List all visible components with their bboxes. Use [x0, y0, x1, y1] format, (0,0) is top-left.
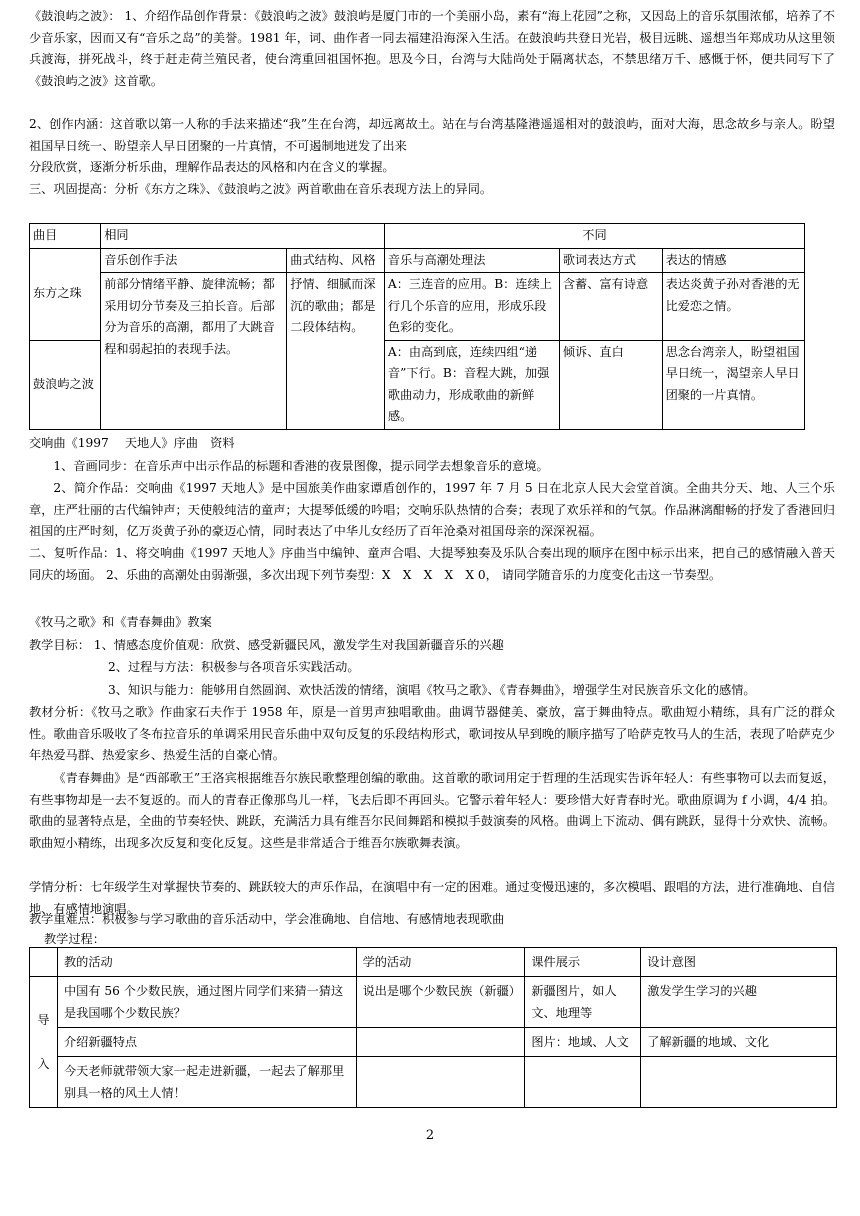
song-gulangyuzhibo: 鼓浪屿之波 [30, 340, 101, 429]
teaching-goal-3: 3、知识与能力：能够用自然圆润、欢快活泼的情绪，演唱《牧马之歌》、《青春舞曲》，增强学生对民族音乐文化的感情。 [108, 683, 756, 697]
row2-student [356, 1028, 525, 1057]
creation-meaning-paragraph: 2、创作内涵：这首歌以第一人称的手法来描述“我”生在台湾，却远离故土。站在与台湾基隆港遥遥相对的鼓浪屿，面对大海，思念故乡与亲人。盼望祖国早日统一、盼望亲人早日团聚的一片真情，不可遏制地迸发了出来 [29, 117, 835, 153]
symphony-title: 交响曲《1997 天地人》序曲 资料 [29, 436, 235, 450]
stage-intro-char2: 入 [37, 1057, 50, 1071]
row1-teacher: 中国有 56 个少数民族，通过图片同学们来猜一猜这是我国哪个少数民族？ [57, 977, 356, 1028]
header-song: 曲目 [30, 224, 101, 249]
lyric-dongfangzhizhu: 含蓄、富有诗意 [559, 273, 662, 341]
row2-teacher: 介绍新疆特点 [57, 1028, 356, 1057]
row3-teacher: 今天老师就带领大家一起走进新疆，一起去了解那里别具一格的风土人情！ [57, 1057, 356, 1108]
header-lyric-style: 歌词表达方式 [559, 248, 662, 273]
lyric-gulangyuzhibo: 倾诉、直白 [559, 340, 662, 429]
teaching-process-label: 教学过程： [44, 932, 105, 946]
climax-dongfangzhizhu: A：三连音的应用。B：连续上行几个乐音的应用，形成乐段色彩的变化。 [384, 273, 559, 341]
row2-courseware: 图片：地域、人文 [525, 1028, 641, 1057]
header-courseware: 课件展示 [525, 948, 641, 977]
gulangyu-background-paragraph: 《鼓浪屿之波》： 1、介绍作品创作背景：《鼓浪屿之波》鼓浪屿是厦门市的一个美丽小岛，素有“海上花园”之称，又因岛上的音乐氛围浓郁，培养了不少音乐家，因而又有“音乐之岛”的美誉。1981 年，词、曲作者一同去福建沿海深入生活。在鼓浪屿共登日光岩，极目远眺、遥想当年郑成功从这里领兵渡海，拼死战斗，终于赶走荷兰殖民者，使台湾重回祖国怀抱。思及今日，台湾与大陆尚处于隔离状态，不禁思绪万千、感慨于怀，便共同写下了《鼓浪屿之波》这首歌。 [29, 9, 835, 88]
header-climax: 音乐与高潮处理法 [384, 248, 559, 273]
header-emotion: 表达的情感 [662, 248, 804, 273]
row1-student: 说出是哪个少数民族（新疆） [356, 977, 525, 1028]
page-number: 2 [425, 1128, 435, 1143]
stage-intro-char1: 导 [37, 1013, 50, 1027]
shared-creation-method: 前部分情绪平静、旋律流畅；都采用切分节奏及三拍长音。后部分为音乐的高潮，都用了大跳音程和弱起拍的表现手法。 [101, 273, 287, 430]
emotion-gulangyuzhibo: 思念台湾亲人，盼望祖国早日统一，渴望亲人早日团聚的一片真情。 [662, 340, 804, 429]
qingchun-analysis: 《青春舞曲》是“西部歌王”王洛宾根据维吾尔族民歌整理创编的歌曲。这首歌的歌词用定于哲理的生活现实告诉年轻人：有些事物可以去而复返，有些事物却是一去不复返的。而人的青春正像那鸟儿一样，飞去后即不再回头。它警示着年轻人：要珍惜大好青春时光。歌曲原调为 f 小调，4/4 拍。歌曲的显著特点是，全曲的节奏轻快、跳跃，充满活力具有维吾尔民间舞蹈和模拟手鼓演奏的风格。曲调上下流动、偶有跳跃，显得十分欢快、流畅。歌曲短小精练，出现多次反复和变化反复。这些是非常适合于维吾尔族歌舞表演。 [29, 771, 835, 850]
teaching-goal-1: 教学目标： 1、情感态度价值观：欣赏、感受新疆民风，激发学生对我国新疆音乐的兴趣 [29, 638, 504, 652]
teaching-keypoint: 教学重难点：积极参与学习歌曲的音乐活动中，学会准确地、自信地、有感情地表现歌曲 [29, 912, 505, 926]
stage-header [30, 948, 58, 977]
song-comparison-table [29, 223, 805, 430]
row3-courseware [525, 1057, 641, 1108]
symphony-relisten: 二、复听作品：1、将交响曲《1997 天地人》序曲当中编钟、童声合唱、大提琴独奏及乐队合奏出现的顺序在图中标示出来，把自己的感情融入普天同庆的场面。 2、乐曲的高潮处由弱渐强，多次出现下列节奏型：X X X X X 0， 请同学随音乐的力度变化击这一节奏型。 [29, 546, 835, 582]
emotion-dongfangzhizhu: 表达炎黄子孙对香港的无比爱恋之情。 [662, 273, 804, 341]
teaching-process-table [29, 947, 837, 1108]
header-form-style: 曲式结构、风格 [287, 248, 385, 273]
shared-form-style: 抒情、细腻而深沉的歌曲；都是二段体结构。 [287, 273, 385, 430]
header-teacher-activity: 教的活动 [57, 948, 356, 977]
header-design-intent: 设计意图 [641, 948, 837, 977]
header-student-activity: 学的活动 [356, 948, 525, 977]
stage-intro [30, 977, 58, 1108]
appreciation-paragraph: 分段欣赏，逐渐分析乐曲，理解作品表达的风格和内在含义的掌握。 [29, 160, 395, 174]
consolidation-heading: 三、巩固提高：分析《东方之珠》、《鼓浪屿之波》两首歌曲在音乐表现方法上的异同。 [29, 182, 493, 196]
header-different: 不同 [384, 224, 804, 249]
row1-courseware: 新疆图片，如人文、地理等 [525, 977, 641, 1028]
symphony-step1: 1、音画同步：在音乐声中出示作品的标题和香港的夜景图像，提示同学去想象音乐的意境。 [53, 459, 549, 473]
material-analysis: 教材分析：《牧马之歌》作曲家石夫作于 1958 年，原是一首男声独唱歌曲。曲调节器健美、豪放，富于舞曲特点。歌曲短小精练，具有广泛的群众性。歌曲音乐吸收了冬布拉音乐的单调采用民音乐曲中双句反复的乐段结构形式，歌词按从早到晚的顺序描写了哈萨克牧马人的生活，表现了哈萨克少年热爱马群、热爱家乡、热爱生活的自豪心情。 [29, 705, 835, 762]
teaching-goal-2: 2、过程与方法：积极参与各项音乐实践活动。 [108, 660, 360, 674]
symphony-intro: 2、简介作品：交响曲《1997 天地人》是中国旅美作曲家谭盾创作的，1997 年 7 月 5 日在北京人民大会堂首演。全曲共分天、地、人三个乐章，庄严壮丽的古代编钟声；天使般纯洁的童声；大提琴低缓的吟唱；交响乐队热情的合奏；表现了欢乐祥和的气氛。作品淋漓酣畅的抒发了香港回归祖国的庄严时刻，亿万炎黄子孙的豪迈心情，同时表达了中华儿女经历了百年沧桑对祖国母亲的深深祝福。 [29, 481, 835, 538]
header-same: 相同 [101, 224, 385, 249]
row2-design: 了解新疆的地域、文化 [641, 1028, 837, 1057]
lesson-plan-title: 《牧马之歌》和《青春舞曲》教案 [29, 615, 212, 629]
row1-design: 激发学生学习的兴趣 [641, 977, 837, 1028]
row3-design [641, 1057, 837, 1108]
climax-gulangyuzhibo: A：由高到底，连续四组“递音”下行。B：音程大跳，加强歌曲动力，形成歌曲的新鲜感。 [384, 340, 559, 429]
student-analysis: 学情分析：七年级学生对掌握快节奏的、跳跃较大的声乐作品，在演唱中有一定的困难。通过变慢迅速的，多次模唱、跟唱的方法，进行准确地、自信地、有感情地演唱。 [29, 880, 835, 916]
row3-student [356, 1057, 525, 1108]
header-creation-method: 音乐创作手法 [101, 248, 287, 273]
song-dongfangzhizhu: 东方之珠 [30, 248, 101, 340]
